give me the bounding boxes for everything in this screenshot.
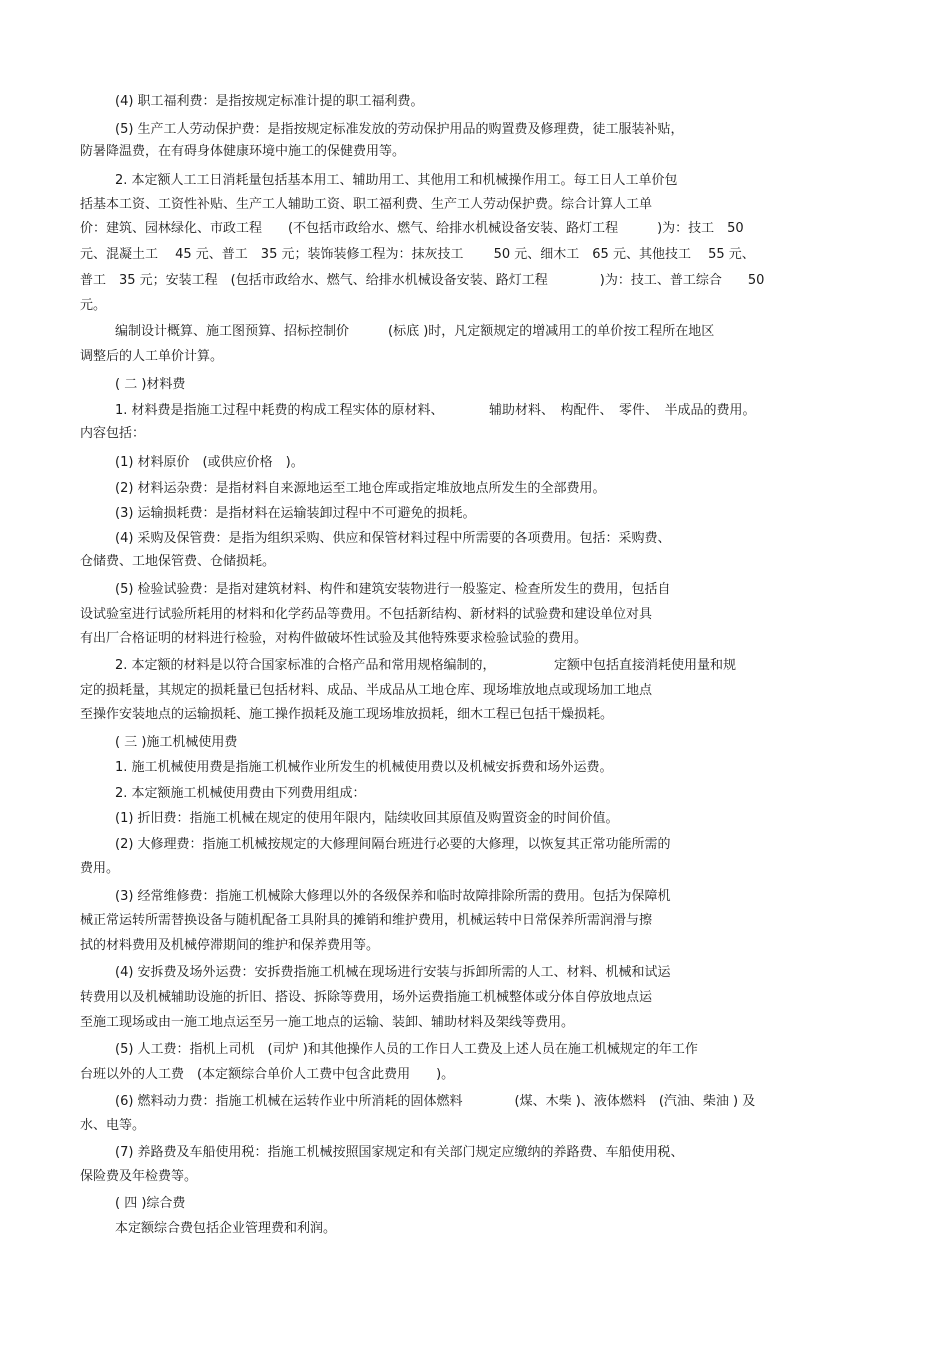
text-line: (2) 材料运杂费：是指材料自来源地运至工地仓库或指定堆放地点所发生的全部费用。 [115,481,606,496]
text-line: 费用。 [80,861,120,876]
text-line: 有出厂合格证明的材料进行检验，对构件做破坏性试验及其他特殊要求检验试验的费用。 [80,631,588,646]
text-line: 元。 [80,298,107,313]
text-line: 本定额综合费包括企业管理费和利润。 [115,1221,337,1236]
text-line: 拭的材料费用及机械停滞期间的维护和保养费用等。 [80,938,380,953]
text-line: 仓储费、工地保管费、仓储损耗。 [80,554,276,569]
text-line: (4) 安拆费及场外运费：安拆费指施工机械在现场进行安装与拆卸所需的人工、材料、机械和试运 [115,965,671,980]
text-line: 转费用以及机械辅助设施的折旧、搭设、拆除等费用，场外运费指施工机械整体或分体自停放地点运 [80,990,653,1005]
text-line: 调整后的人工单价计算。 [80,349,224,364]
text-line: 2. 本定额施工机械使用费由下列费用组成： [115,786,366,801]
text-line: 元、混凝土工 45 元、普工 35 元；装饰装修工程为：抹灰技工 50 元、细木工 65 元、其他技工 55 元、 [80,247,755,262]
text-line: 1. 材料费是指施工过程中耗费的构成工程实体的原材料、 辅助材料、 构配件、 零件、 半成品的费用。 [115,403,756,418]
text-line: (4) 职工福利费：是指按规定标准计提的职工福利费。 [115,94,424,109]
section-heading: ( 二 )材料费 [115,377,186,392]
text-line: 内容包括： [80,426,146,441]
text-line: (1) 折旧费：指施工机械在规定的使用年限内，陆续收回其原值及购置资金的时间价值。 [115,811,619,826]
section-heading: ( 四 )综合费 [115,1196,186,1211]
text-line: 普工 35 元；安装工程 (包括市政给水、燃气、给排水机械设备安装、路灯工程 )为：技工、普工综合 50 [80,273,765,288]
text-line: 2. 本定额的材料是以符合国家标准的合格产品和常用规格编制的， 定额中包括直接消耗使用量和规 [115,658,737,673]
text-line: (1) 材料原价 (或供应价格 )。 [115,455,304,470]
section-heading: ( 三 )施工机械使用费 [115,735,238,750]
text-line: (5) 人工费：指机上司机 (司炉 )和其他操作人员的工作日人工费及上述人员在施工机械规定的年工作 [115,1042,698,1057]
text-line: 1. 施工机械使用费是指施工机械作业所发生的机械使用费以及机械安拆费和场外运费。 [115,760,613,775]
text-line: (5) 生产工人劳动保护费：是指按规定标准发放的劳动保护用品的购置费及修理费，徒工服装补贴， [115,122,684,137]
text-line: 水、电等。 [80,1118,146,1133]
text-line: 保险费及年检费等。 [80,1169,198,1184]
text-line: 括基本工资、工资性补贴、生产工人辅助工资、职工福利费、生产工人劳动保护费。综合计算人工单 [80,197,653,212]
text-line: 至操作安装地点的运输损耗、施工操作损耗及施工现场堆放损耗，细木工程已包括干燥损耗。 [80,707,614,722]
text-line: 至施工现场或由一施工地点运至另一施工地点的运输、装卸、辅助材料及架线等费用。 [80,1015,575,1030]
text-line: 2. 本定额人工工日消耗量包括基本用工、辅助用工、其他用工和机械操作用工。每工日人工单价包 [115,173,678,188]
text-line: 台班以外的人工费 (本定额综合单价人工费中包含此费用 )。 [80,1067,455,1082]
text-line: (3) 经常维修费：指施工机械除大修理以外的各级保养和临时故障排除所需的费用。包括为保障机 [115,889,671,904]
text-line: 设试验室进行试验所耗用的材料和化学药品等费用。不包括新结构、新材料的试验费和建设单位对具 [80,607,653,622]
text-line: (7) 养路费及车船使用税：指施工机械按照国家规定和有关部门规定应缴纳的养路费、车船使用税、 [115,1145,684,1160]
text-line: 防暑降温费，在有碍身体健康环境中施工的保健费用等。 [80,144,406,159]
text-line: 定的损耗量，其规定的损耗量已包括材料、成品、半成品从工地仓库、现场堆放地点或现场加工地点 [80,683,653,698]
text-line: (2) 大修理费：指施工机械按规定的大修理间隔台班进行必要的大修理，以恢复其正常功能所需的 [115,837,671,852]
text-line: 价：建筑、园林绿化、市政工程 (不包括市政给水、燃气、给排水机械设备安装、路灯工程 )为：技工 50 [80,221,744,236]
text-line: (3) 运输损耗费：是指材料在运输装卸过程中不可避免的损耗。 [115,506,476,521]
text-line: 编制设计概算、施工图预算、招标控制价 (标底 )时，凡定额规定的增减用工的单价按工程所在地区 [115,324,715,339]
text-line: (6) 燃料动力费：指施工机械在运转作业中所消耗的固体燃料 (煤、木柴 )、液体燃料 (汽油、柴油 ) 及 [115,1094,756,1109]
text-line: 械正常运转所需替换设备与随机配备工具附具的摊销和维护费用，机械运转中日常保养所需润滑与擦 [80,913,653,928]
text-line: (5) 检验试验费：是指对建筑材料、构件和建筑安装物进行一般鉴定、检查所发生的费用，包括自 [115,582,671,597]
text-line: (4) 采购及保管费：是指为组织采购、供应和保管材料过程中所需要的各项费用。包括：采购费、 [115,531,671,546]
